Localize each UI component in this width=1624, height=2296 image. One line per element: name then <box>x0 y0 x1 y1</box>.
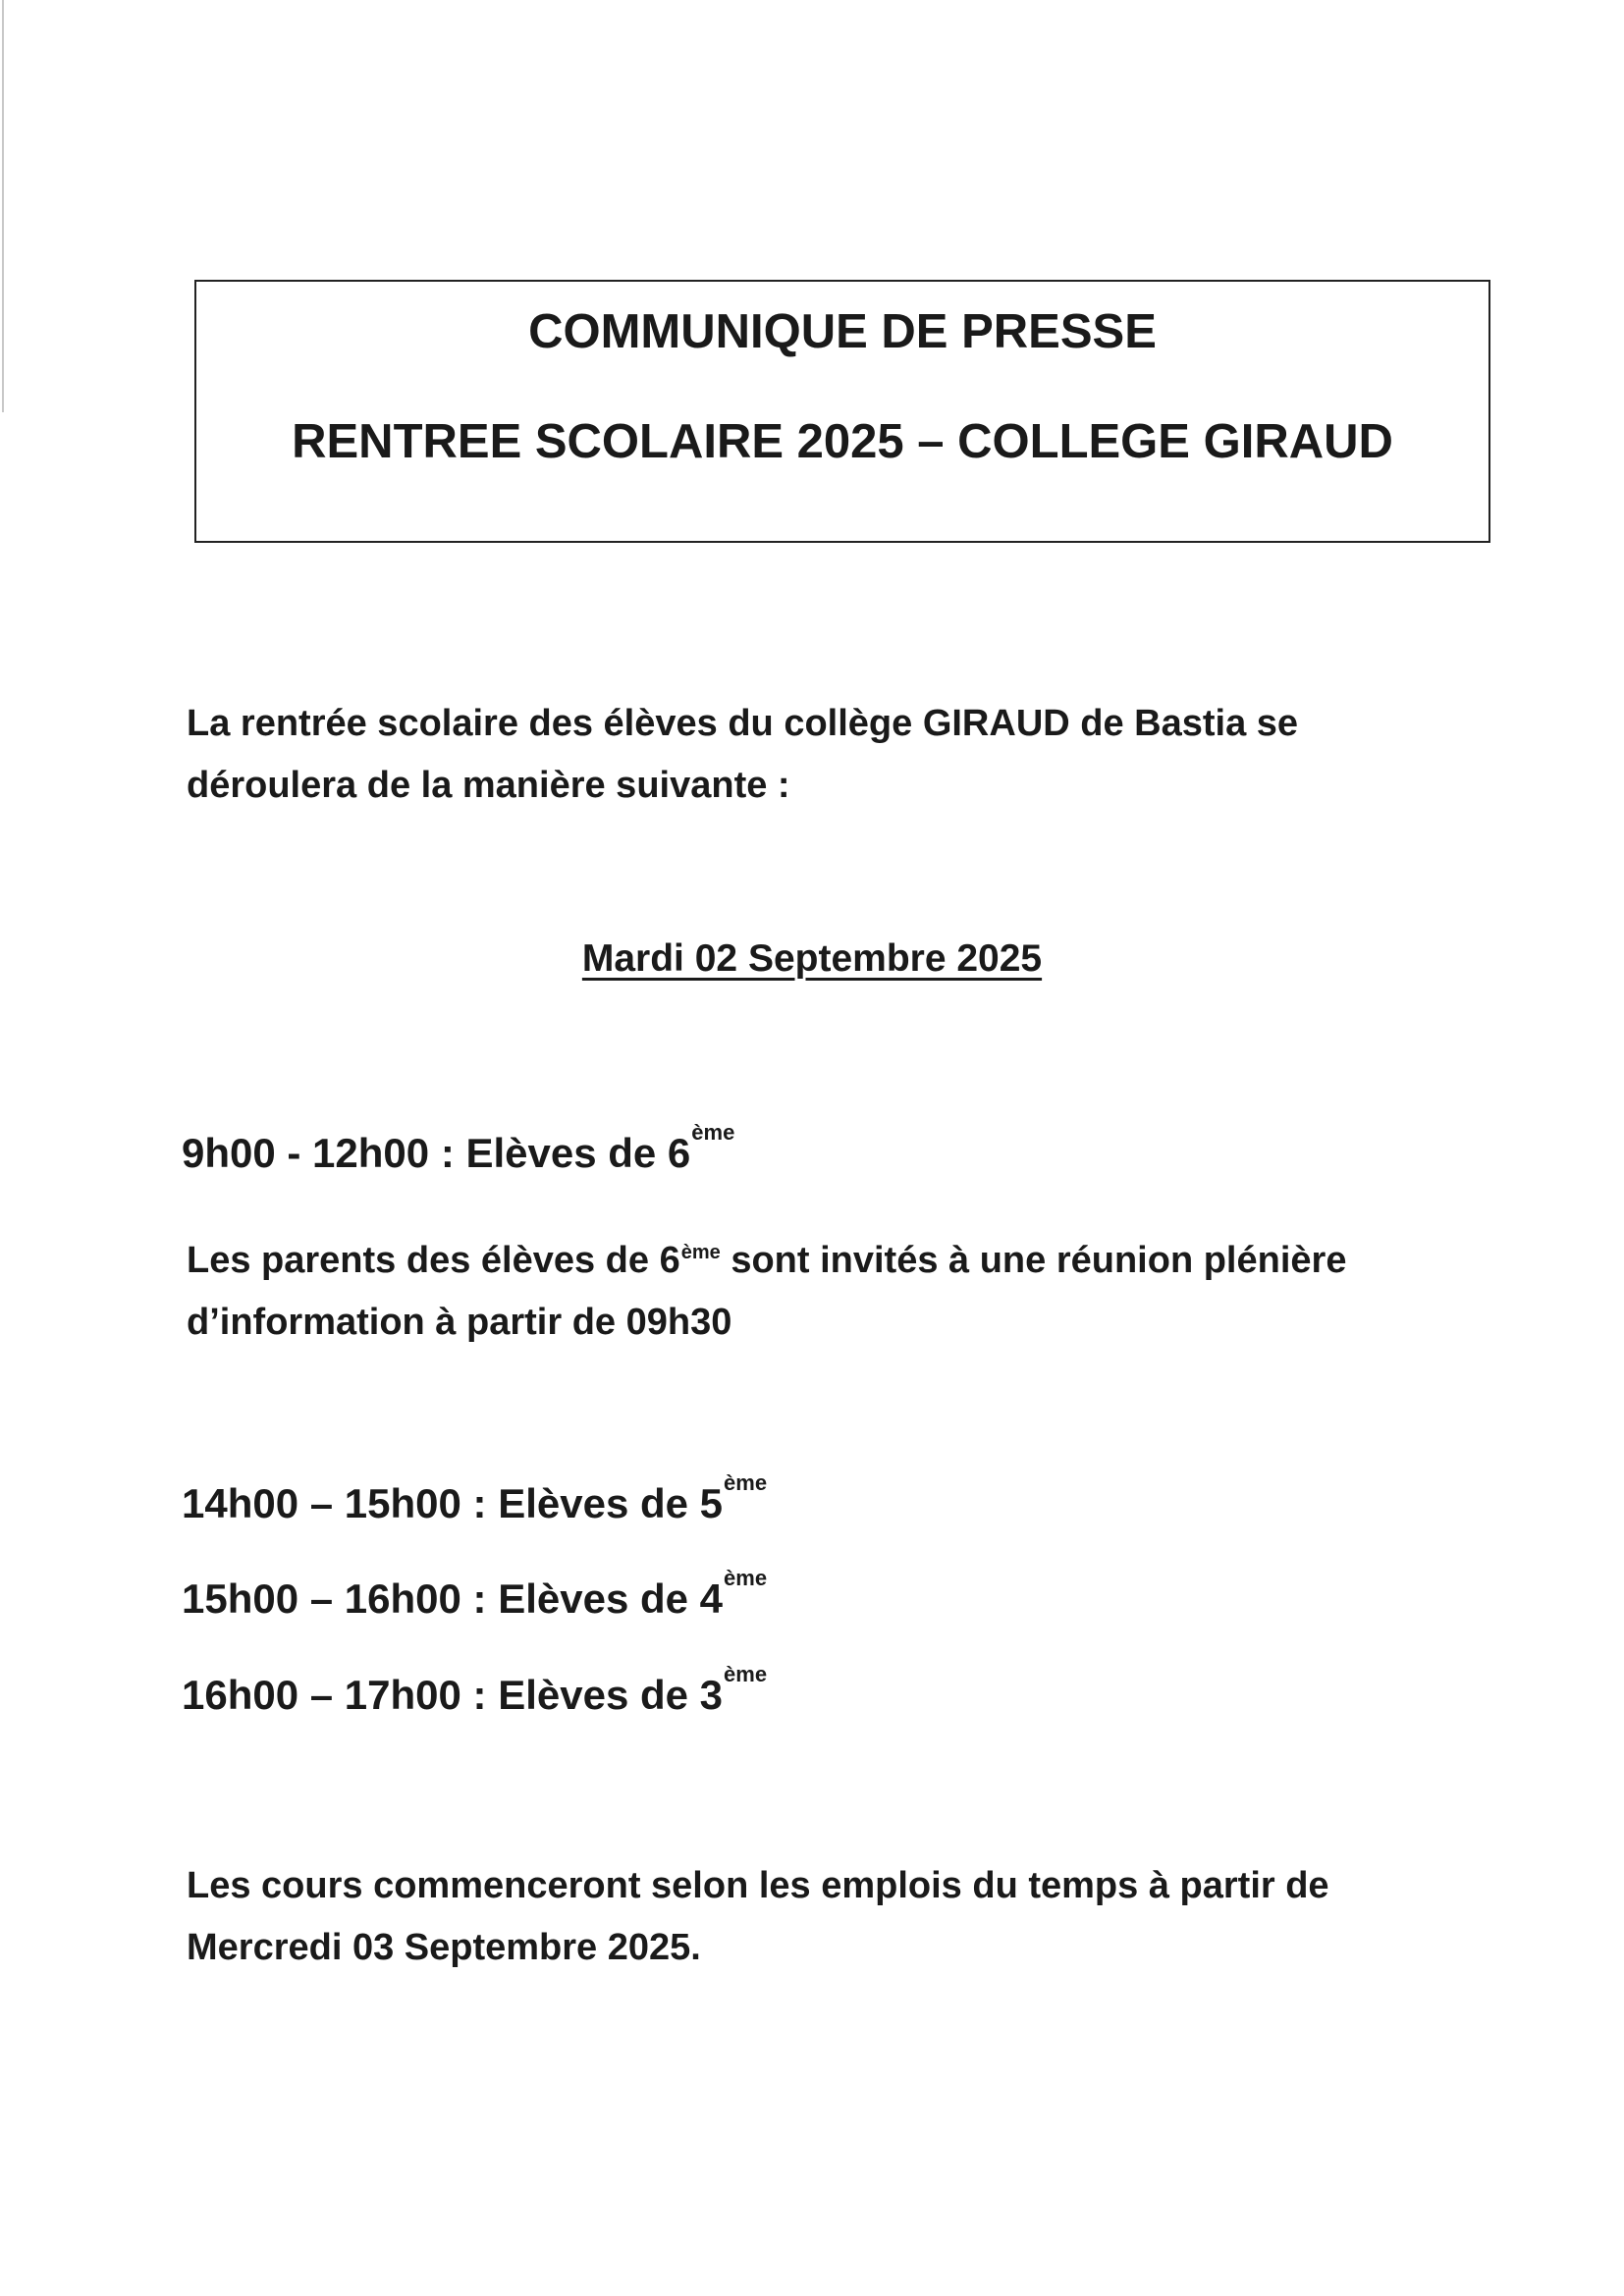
schedule-item-3eme <box>182 1662 768 1719</box>
schedule-text: 14h00 – 15h00 : Elèves de 5 <box>182 1480 724 1526</box>
intro-line-1: La rentrée scolaire des élèves du collège GIRAUD de Bastia se <box>187 703 1299 744</box>
grade-suffix: ème <box>724 1470 768 1495</box>
closing-paragraph <box>187 1855 1329 1979</box>
closing-line-2: Mercredi 03 Septembre 2025. <box>187 1927 701 1968</box>
parents-note-line-2: d’information à partir de 09h30 <box>187 1302 732 1343</box>
grade-suffix: ème <box>680 1242 721 1263</box>
grade-suffix: ème <box>724 1662 768 1686</box>
date-heading-text: Mardi 02 Septembre 2025 <box>581 937 1043 980</box>
document-subtitle: RENTREE SCOLAIRE 2025 – COLLEGE GIRAUD <box>292 415 1393 468</box>
schedule-text: 9h00 - 12h00 : Elèves de 6 <box>182 1130 691 1176</box>
closing-line-1: Les cours commenceront selon les emplois du temps à partir de <box>187 1865 1329 1906</box>
parents-note-part-2: sont invités à une réunion plénière <box>720 1240 1347 1281</box>
scan-edge <box>2 0 4 412</box>
schedule-text: 16h00 – 17h00 : Elèves de 3 <box>182 1672 724 1718</box>
parents-note <box>187 1230 1346 1354</box>
document-title: COMMUNIQUE DE PRESSE <box>528 305 1157 358</box>
date-heading <box>0 937 1624 981</box>
grade-suffix: ème <box>724 1566 768 1590</box>
schedule-item-6eme <box>182 1120 735 1177</box>
schedule-text: 15h00 – 16h00 : Elèves de 4 <box>182 1575 724 1622</box>
intro-line-2: déroulera de la manière suivante : <box>187 765 790 806</box>
grade-suffix: ème <box>691 1120 735 1145</box>
title-box <box>194 280 1490 543</box>
parents-note-part-1: Les parents des élèves de 6 <box>187 1240 680 1281</box>
parents-note-line-1 <box>187 1230 1346 1292</box>
schedule-item-4eme <box>182 1566 768 1623</box>
intro-paragraph <box>187 693 1298 817</box>
schedule-item-5eme <box>182 1470 768 1527</box>
